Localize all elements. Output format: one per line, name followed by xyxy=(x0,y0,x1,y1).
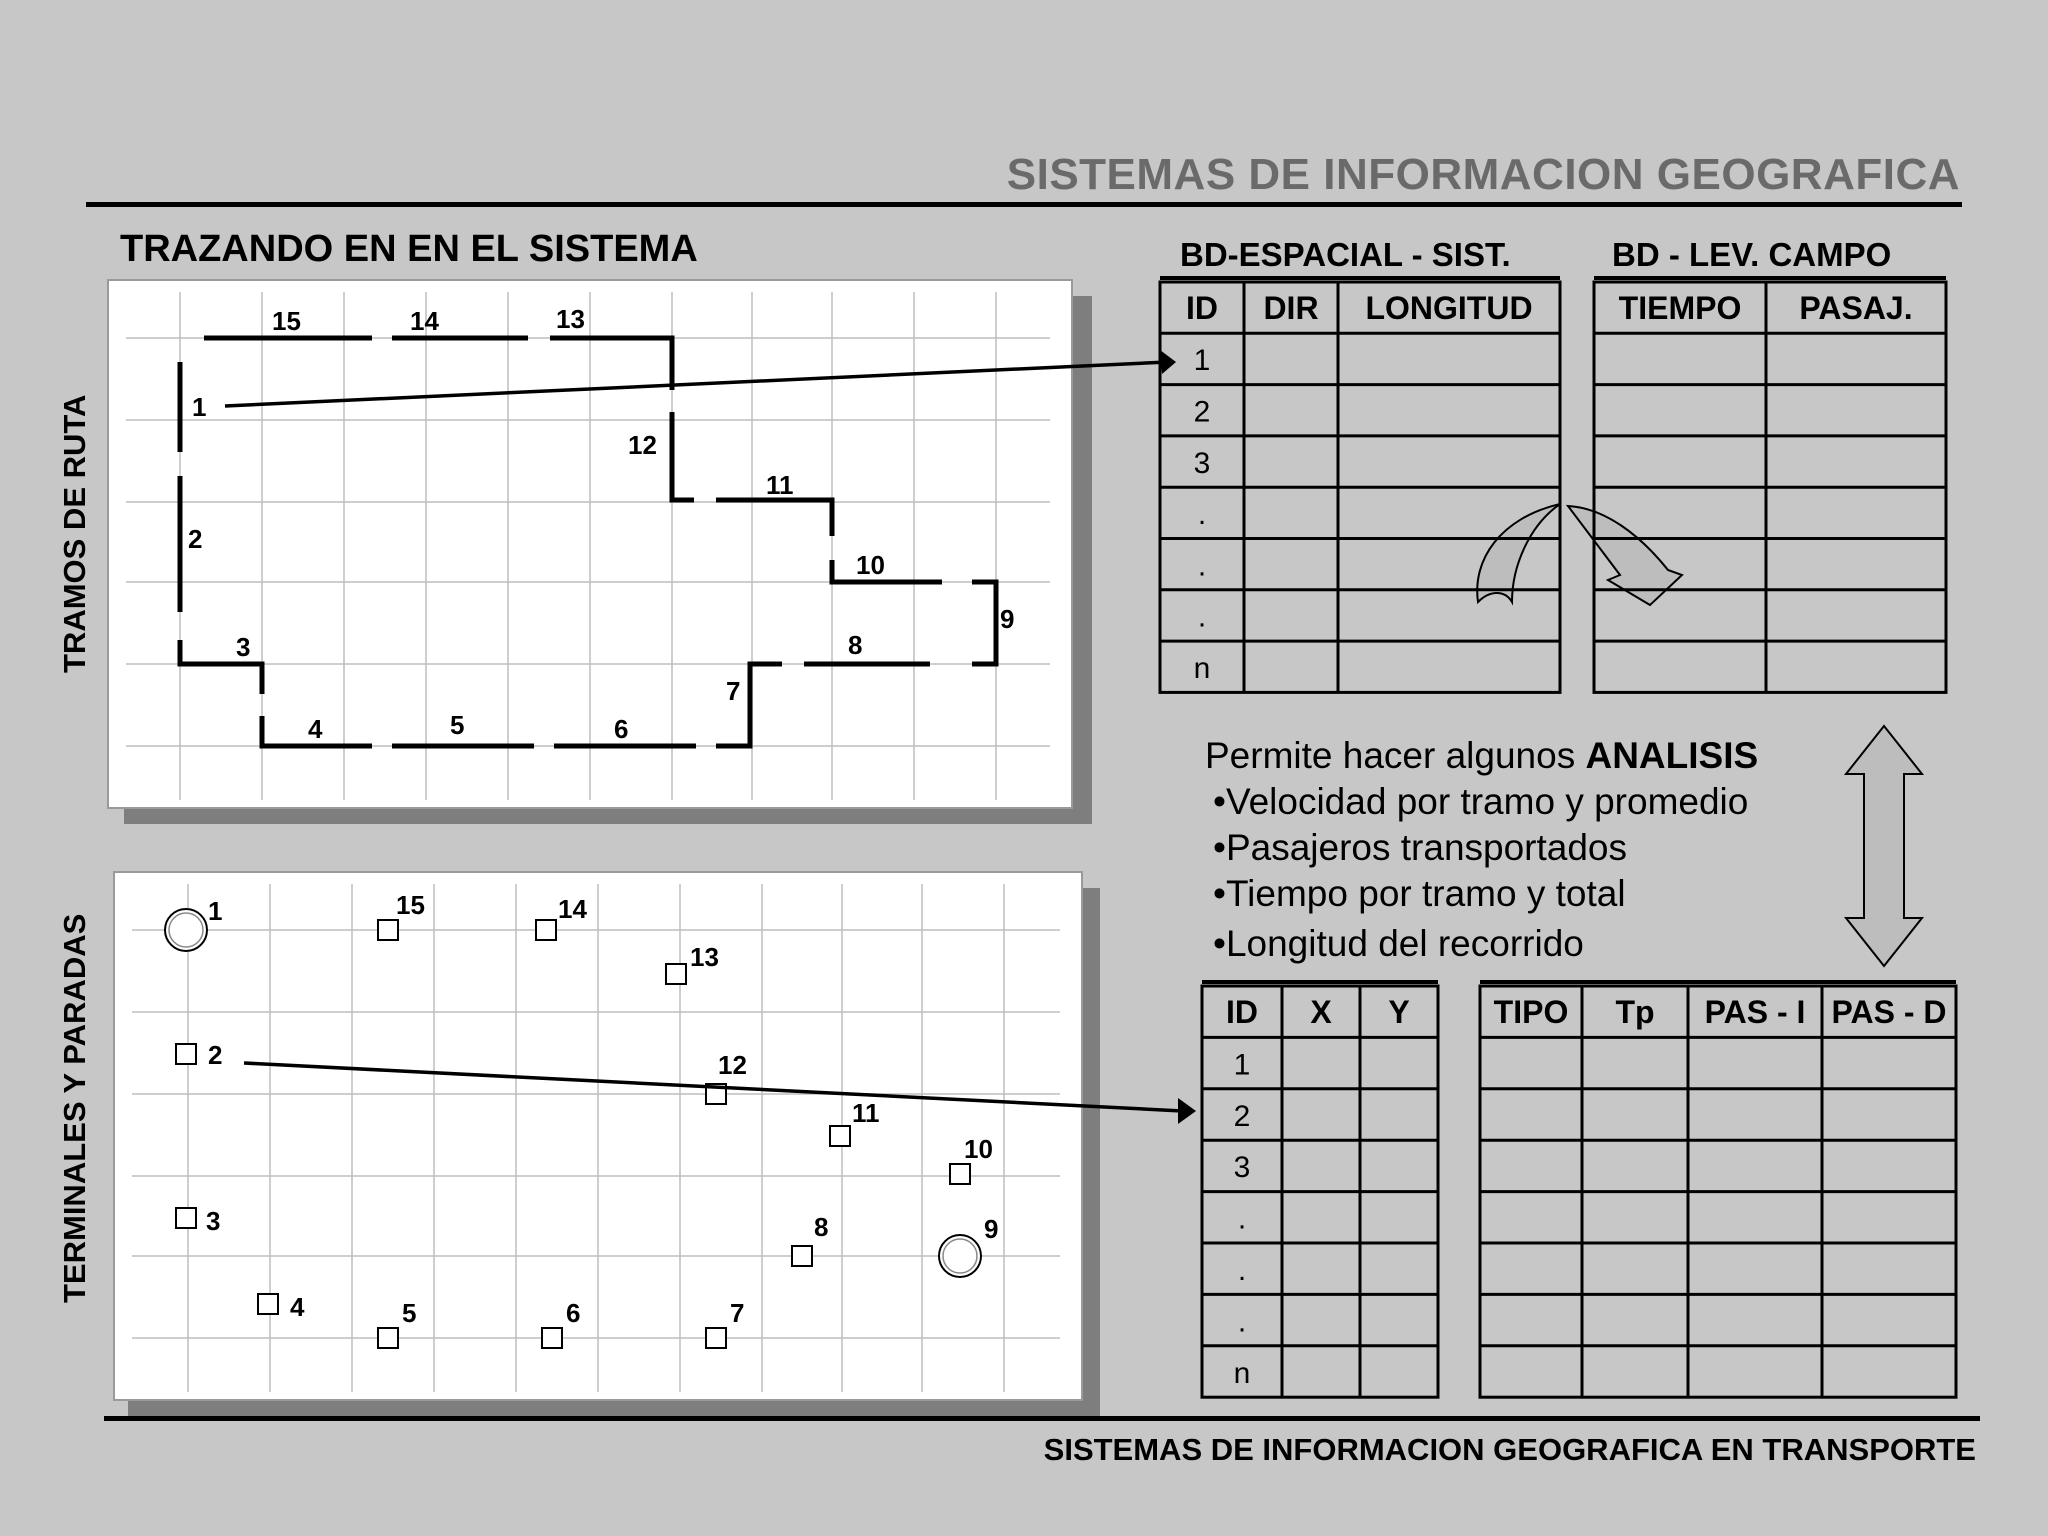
stops-table-header-2: Y xyxy=(1388,994,1410,1031)
field-db-title: BD - LEV. CAMPO xyxy=(1612,236,1892,273)
stop-label-2: 2 xyxy=(208,1040,223,1070)
stop-marker-8 xyxy=(792,1246,812,1266)
stops-table-row-id-3: 3 xyxy=(1233,1151,1251,1185)
stops-attr-table-header-1: Tp xyxy=(1615,994,1655,1031)
spatial-table-row-id-5: . xyxy=(1197,549,1207,583)
route-segment-label-13: 13 xyxy=(556,304,585,334)
analysis-item-speed: •Velocidad por tramo y promedio xyxy=(1213,781,1749,822)
spatial-table-header-2: LONGITUD xyxy=(1365,289,1533,326)
stop-label-10: 10 xyxy=(964,1134,993,1164)
stop-label-7: 7 xyxy=(730,1298,745,1328)
route-segment-label-9: 9 xyxy=(1000,604,1015,634)
stop-marker-10 xyxy=(950,1164,970,1184)
stops-table-row-id-4: . xyxy=(1237,1202,1247,1236)
stop-label-15: 15 xyxy=(396,890,425,920)
stops-table-row-id-7: n xyxy=(1233,1356,1251,1390)
field-table-header-1: PASAJ. xyxy=(1799,289,1913,326)
section-title: TRAZANDO EN EN EL SISTEMA xyxy=(120,228,698,270)
route-segment-label-14: 14 xyxy=(410,306,439,336)
analysis-item-time: •Tiempo por tramo y total xyxy=(1213,873,1626,914)
route-segment-label-8: 8 xyxy=(848,630,863,660)
analysis-list xyxy=(1205,733,1758,967)
route-segment-label-2: 2 xyxy=(188,524,203,554)
route-segment-label-7: 7 xyxy=(726,676,741,706)
footer-text: SISTEMAS DE INFORMACION GEOGRAFICA EN TRANSPORTE xyxy=(1043,1432,1976,1467)
stop-label-5: 5 xyxy=(402,1298,417,1328)
stop-marker-14 xyxy=(536,920,556,940)
route-segment-label-3: 3 xyxy=(236,632,251,662)
terminal-inner-9 xyxy=(943,1239,977,1273)
sync-left-arrow xyxy=(1477,504,1560,602)
stops-table-header-0: ID xyxy=(1226,994,1258,1031)
field-table-header-0: TIEMPO xyxy=(1618,289,1742,326)
stop-marker-11 xyxy=(830,1126,850,1146)
spatial-db-title: BD-ESPACIAL - SIST. xyxy=(1180,236,1511,273)
analysis-item-passengers: •Pasajeros transportados xyxy=(1213,827,1628,868)
spatial-table-row-id-7: n xyxy=(1193,652,1211,686)
stops-table-row-id-1: 1 xyxy=(1233,1048,1251,1082)
stops-attr-table-header-0: TIPO xyxy=(1493,994,1569,1031)
stop-marker-2 xyxy=(176,1044,196,1064)
spatial-table-header-0: ID xyxy=(1186,289,1218,326)
footer-rule xyxy=(104,1416,1980,1421)
vertical-double-arrow xyxy=(1846,726,1922,966)
spatial-table-header-1: DIR xyxy=(1263,289,1319,326)
stop-label-1: 1 xyxy=(208,896,223,926)
stop-label-6: 6 xyxy=(566,1298,581,1328)
stop-marker-13 xyxy=(666,964,686,984)
analysis-item-length: •Longitud del recorrido xyxy=(1213,923,1584,964)
route-segment-label-10: 10 xyxy=(856,550,885,580)
analysis-intro: Permite hacer algunos ANALISIS xyxy=(1205,735,1759,776)
route-link-arrowhead xyxy=(1160,350,1176,374)
route-segment-label-4: 4 xyxy=(308,714,323,744)
stop-label-11: 11 xyxy=(852,1098,880,1128)
route-segment-label-11: 11 xyxy=(766,470,794,500)
stop-label-8: 8 xyxy=(814,1212,829,1242)
stops-attr-table-header-2: PAS - I xyxy=(1704,994,1806,1031)
routes-side-label: TRAMOS DE RUTA xyxy=(57,394,92,673)
spatial-table-row-id-2: 2 xyxy=(1193,395,1211,429)
spatial-table-row-id-3: 3 xyxy=(1193,446,1211,480)
stop-marker-3 xyxy=(176,1208,196,1228)
stop-link-arrowhead xyxy=(1178,1098,1196,1124)
stop-label-13: 13 xyxy=(690,942,719,972)
stops-table-row-id-5: . xyxy=(1237,1254,1247,1288)
spatial-table-row-id-6: . xyxy=(1197,600,1207,634)
stops-table-row-id-6: . xyxy=(1237,1305,1247,1339)
stop-marker-6 xyxy=(542,1328,562,1348)
route-segment-label-5: 5 xyxy=(450,710,465,740)
stops-table-row-id-2: 2 xyxy=(1233,1099,1251,1133)
spatial-table-row-id-1: 1 xyxy=(1193,344,1211,378)
stop-marker-15 xyxy=(378,920,398,940)
route-segment-label-15: 15 xyxy=(272,306,301,336)
stops-side-label: TERMINALES Y PARADAS xyxy=(57,913,92,1303)
stop-marker-4 xyxy=(258,1294,278,1314)
stop-label-9: 9 xyxy=(984,1214,999,1244)
stop-label-4: 4 xyxy=(290,1292,305,1322)
stop-label-3: 3 xyxy=(206,1206,221,1236)
header-title: SISTEMAS DE INFORMACION GEOGRAFICA xyxy=(1006,150,1960,199)
route-segment-label-12: 12 xyxy=(628,430,657,460)
stop-label-14: 14 xyxy=(558,894,587,924)
route-segment-label-6: 6 xyxy=(614,714,629,744)
stops-table-header-1: X xyxy=(1310,994,1332,1031)
stops-attr-table-header-3: PAS - D xyxy=(1831,994,1947,1031)
stop-marker-5 xyxy=(378,1328,398,1348)
stop-label-12: 12 xyxy=(718,1050,747,1080)
terminal-inner-1 xyxy=(169,913,203,947)
stop-marker-7 xyxy=(706,1328,726,1348)
spatial-table-row-id-4: . xyxy=(1197,498,1207,532)
route-segment-label-1: 1 xyxy=(192,392,207,422)
